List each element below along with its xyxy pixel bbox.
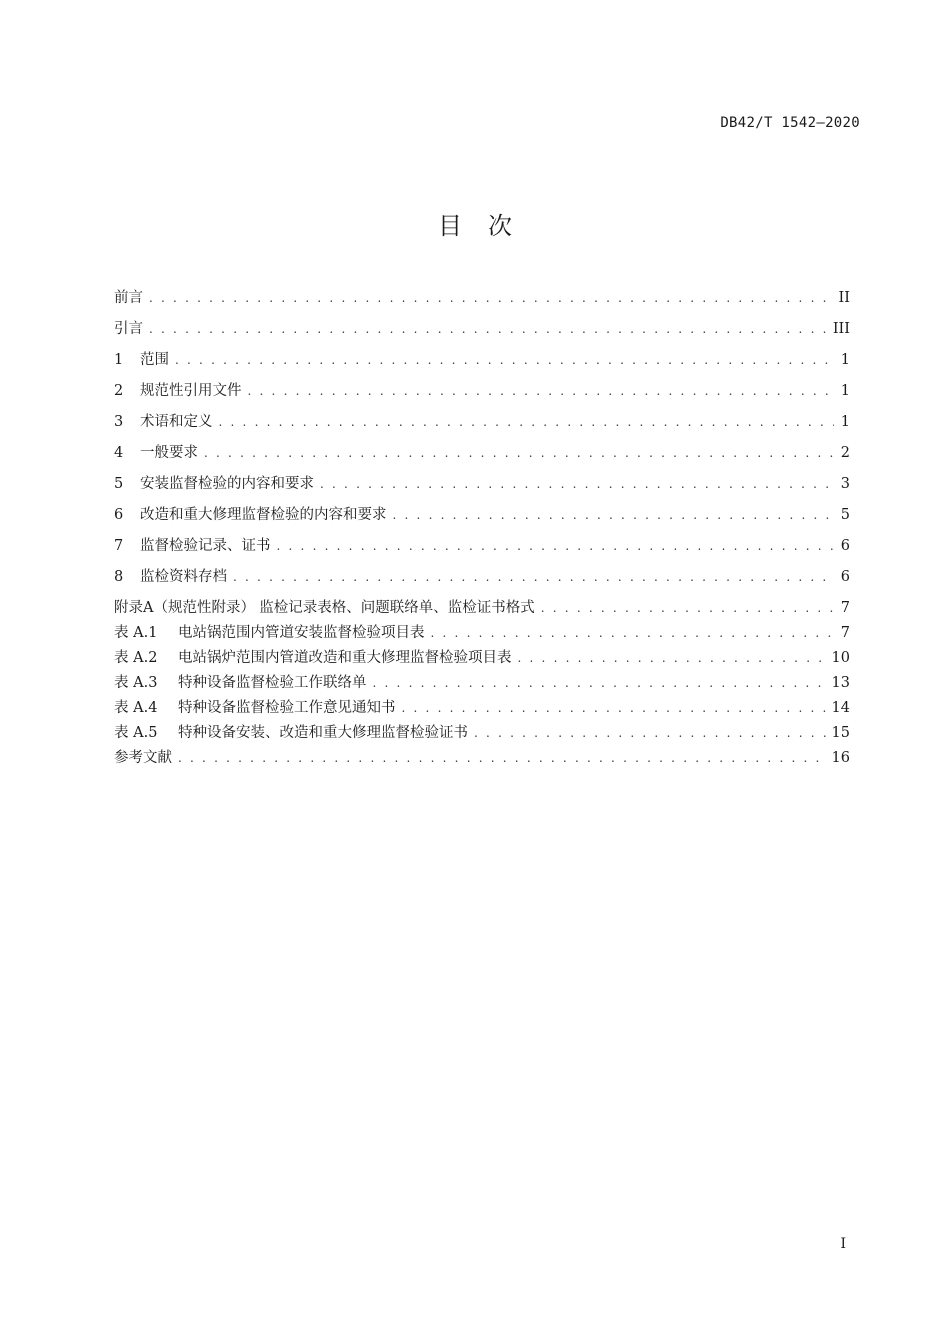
toc-entry-table-a3[interactable] xyxy=(114,671,850,696)
toc-entry-table-a4[interactable] xyxy=(114,696,850,721)
toc-leader xyxy=(320,477,834,491)
toc-entry-label: 规范性引用文件 xyxy=(140,383,242,399)
toc-entry-number: 表 A.2 xyxy=(114,650,158,666)
page-number: I xyxy=(840,1236,846,1252)
document-code: DB42/T 1542—2020 xyxy=(720,115,860,131)
toc-entry-page: 14 xyxy=(831,700,850,716)
toc-entry-page: II xyxy=(838,290,850,306)
toc-entry-label: 监检资料存档 xyxy=(140,569,227,585)
toc-entry-number: 表 A.1 xyxy=(114,625,158,641)
toc-entry-page: 7 xyxy=(840,625,850,641)
toc-entry-number: 表 A.3 xyxy=(114,675,158,691)
toc-entry-page: 15 xyxy=(831,725,850,741)
toc-entry-label: 改造和重大修理监督检验的内容和要求 xyxy=(140,507,387,523)
toc-leader xyxy=(277,539,835,553)
toc-entry-number: 7 xyxy=(114,538,124,554)
toc-entry-number: 6 xyxy=(114,507,124,523)
toc-entry-number: 8 xyxy=(114,569,124,585)
toc-leader xyxy=(541,601,834,615)
toc-entry-label: 范围 xyxy=(140,352,169,368)
toc-entry-page: 16 xyxy=(831,750,850,766)
toc-entry-page: 13 xyxy=(831,675,850,691)
toc-entry-page: 5 xyxy=(840,507,850,523)
toc-entry-general-requirements[interactable] xyxy=(114,441,850,472)
toc-leader xyxy=(474,726,826,740)
toc-entry-number: 表 A.4 xyxy=(114,700,158,716)
toc-leader xyxy=(219,415,835,429)
toc-entry-label: 特种设备监督检验工作联络单 xyxy=(178,675,367,691)
toc-entry-page: 10 xyxy=(831,650,850,666)
page-title: 目次 xyxy=(438,212,538,240)
toc-entry-normative-references[interactable] xyxy=(114,379,850,410)
toc-entry-number: 5 xyxy=(114,476,124,492)
toc-entry-archiving[interactable] xyxy=(114,565,850,596)
toc-leader xyxy=(149,291,833,305)
toc-entry-page: 3 xyxy=(840,476,850,492)
toc-entry-page: 1 xyxy=(840,352,850,368)
toc-entry-label: 参考文献 xyxy=(114,750,172,766)
toc-leader xyxy=(518,651,826,665)
toc-entry-installation-inspection[interactable] xyxy=(114,472,850,503)
toc-entry-scope[interactable] xyxy=(114,348,850,379)
toc-leader xyxy=(402,701,826,715)
toc-entry-page: 1 xyxy=(840,414,850,430)
toc-entry-label: 监检记录表格、问题联络单、监检证书格式 xyxy=(259,600,535,616)
toc-entry-table-a1[interactable] xyxy=(114,621,850,646)
toc-entry-foreword[interactable] xyxy=(114,286,850,317)
toc-entry-label: 特种设备安装、改造和重大修理监督检验证书 xyxy=(178,725,468,741)
toc-entry-bibliography[interactable] xyxy=(114,746,850,771)
table-of-contents xyxy=(114,286,850,771)
toc-entry-table-a5[interactable] xyxy=(114,721,850,746)
toc-entry-number: 表 A.5 xyxy=(114,725,158,741)
toc-entry-appendix-a[interactable] xyxy=(114,596,850,621)
toc-entry-number: 2 xyxy=(114,383,124,399)
toc-entry-label: 电站锅炉范围内管道改造和重大修理监督检验项目表 xyxy=(178,650,512,666)
toc-entry-label: 监督检验记录、证书 xyxy=(140,538,271,554)
toc-entry-page: 6 xyxy=(840,569,850,585)
toc-entry-terms[interactable] xyxy=(114,410,850,441)
toc-entry-page: 6 xyxy=(840,538,850,554)
toc-leader xyxy=(373,676,826,690)
toc-entry-number: 1 xyxy=(114,352,124,368)
toc-entry-introduction[interactable] xyxy=(114,317,850,348)
toc-entry-page: 1 xyxy=(840,383,850,399)
toc-entry-modification-inspection[interactable] xyxy=(114,503,850,534)
toc-entry-label: 电站锅范围内管道安装监督检验项目表 xyxy=(178,625,425,641)
toc-entry-label: 特种设备监督检验工作意见通知书 xyxy=(178,700,396,716)
toc-entry-label: 一般要求 xyxy=(140,445,198,461)
toc-entry-page: III xyxy=(832,321,850,337)
toc-entry-label: 引言 xyxy=(114,321,143,337)
toc-entry-number: 4 xyxy=(114,445,124,461)
toc-entry-label: 前言 xyxy=(114,290,143,306)
toc-leader xyxy=(149,322,827,336)
toc-leader xyxy=(233,570,834,584)
toc-leader xyxy=(248,384,835,398)
toc-leader xyxy=(204,446,834,460)
toc-entry-label: 安装监督检验的内容和要求 xyxy=(140,476,314,492)
toc-entry-page: 7 xyxy=(840,600,850,616)
toc-leader xyxy=(431,626,835,640)
toc-leader xyxy=(393,508,835,522)
toc-entry-label: 术语和定义 xyxy=(140,414,213,430)
toc-entry-number: 3 xyxy=(114,414,124,430)
toc-leader xyxy=(178,751,826,765)
toc-leader xyxy=(175,353,834,367)
toc-entry-table-a2[interactable] xyxy=(114,646,850,671)
toc-entry-page: 2 xyxy=(840,445,850,461)
toc-entry-records-certificates[interactable] xyxy=(114,534,850,565)
toc-appendix-prefix: 附录A（规范性附录） xyxy=(114,600,255,616)
